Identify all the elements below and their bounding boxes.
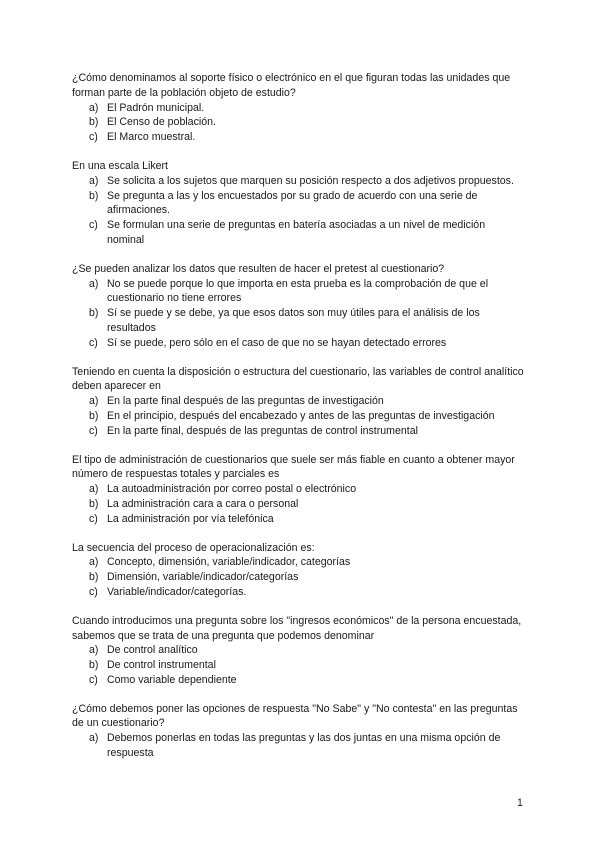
option-text: Variable/indicador/categorías. — [107, 585, 247, 598]
option-list — [72, 174, 524, 248]
option-text: Concepto, dimensión, variable/indicador, categorías — [107, 556, 351, 569]
option-text: Se pregunta a las y los encuestados por su grado de acuerdo con una serie de afirmaciones. — [107, 189, 478, 217]
option-list — [72, 643, 524, 687]
option-text: Debemos ponerlas en todas las preguntas y las dos juntas en una misma opción de respuesta — [107, 732, 501, 760]
question-text: ¿Cómo debemos poner las opciones de respuesta "No Sabe" y "No contesta" en las preguntas de un cuestionario? — [72, 702, 518, 730]
option-item — [72, 174, 524, 189]
option-letter: c) — [89, 512, 98, 525]
option-item — [72, 306, 524, 336]
option-list — [72, 277, 524, 351]
option-letter: a) — [89, 277, 99, 290]
option-text: Como variable dependiente — [107, 673, 237, 686]
question-7 — [72, 614, 524, 688]
option-text: La autoadministración por correo postal o electrónico — [107, 483, 357, 496]
option-item — [72, 658, 524, 673]
option-text: De control instrumental — [107, 659, 216, 672]
option-text: La administración por vía telefónica — [107, 512, 274, 525]
option-item — [72, 336, 524, 351]
option-letter: a) — [89, 395, 99, 408]
option-text: El Marco muestral. — [107, 131, 196, 144]
question-text: ¿Se pueden analizar los datos que resulten de hacer el pretest al cuestionario? — [72, 262, 445, 275]
option-letter: c) — [89, 673, 98, 686]
option-text: El Padrón municipal. — [107, 101, 205, 114]
option-item — [72, 130, 524, 145]
option-item — [72, 482, 524, 497]
question-8 — [72, 702, 524, 761]
question-1 — [72, 71, 524, 145]
option-item — [72, 218, 524, 248]
option-letter: a) — [89, 483, 99, 496]
option-letter: a) — [89, 174, 99, 187]
question-4 — [72, 365, 524, 439]
option-item — [72, 409, 524, 424]
question-6 — [72, 541, 524, 600]
question-text: Cuando introducimos una pregunta sobre los "ingresos económicos" de la persona encuestada, sabemos que se trata de una pregunta que podemos denominar — [72, 614, 522, 642]
option-text: Dimensión, variable/indicador/categorías — [107, 571, 299, 584]
option-letter: a) — [89, 644, 99, 657]
option-text: En el principio, después del encabezado y antes de las preguntas de investigación — [107, 409, 495, 422]
option-text: El Censo de población. — [107, 116, 216, 129]
option-item — [72, 424, 524, 439]
option-letter: b) — [89, 497, 99, 510]
option-item — [72, 115, 524, 130]
option-item — [72, 394, 524, 409]
option-text: Sí se puede, pero sólo en el caso de que no se hayan detectado errores — [107, 336, 447, 349]
page-number: 1 — [517, 797, 523, 809]
option-item — [72, 555, 524, 570]
question-text: La secuencia del proceso de operacionalización es: — [72, 541, 315, 554]
question-3 — [72, 262, 524, 351]
option-text: Se formulan una serie de preguntas en batería asociadas a un nivel de medición nominal — [107, 219, 486, 246]
option-letter: b) — [89, 571, 99, 584]
question-text: El tipo de administración de cuestionarios que suele ser más fiable en cuanto a obtener mayor número de respuestas totales y parciales es — [72, 453, 515, 481]
question-text: ¿Cómo denominamos al soporte físico o electrónico en el que figuran todas las unidades que forman parte de la población objeto de estudio? — [72, 72, 511, 99]
option-text: En la parte final después de las preguntas de investigación — [107, 395, 384, 408]
option-letter: b) — [89, 189, 99, 202]
option-item — [72, 643, 524, 658]
option-text: Se solicita a los sujetos que marquen su posición respecto a dos adjetivos propuestos. — [107, 174, 514, 187]
option-list — [72, 101, 524, 145]
option-list — [72, 555, 524, 599]
question-5 — [72, 453, 524, 527]
option-item — [72, 585, 524, 600]
option-letter: b) — [89, 116, 99, 129]
option-letter: c) — [89, 585, 98, 598]
option-item — [72, 497, 524, 512]
option-list — [72, 394, 524, 438]
option-letter: b) — [89, 307, 99, 320]
option-text: En la parte final, después de las preguntas de control instrumental — [107, 424, 418, 437]
question-text: Teniendo en cuenta la disposición o estructura del cuestionario, las variables de control analítico deben aparecer en — [72, 365, 524, 393]
option-item — [72, 570, 524, 585]
question-2 — [72, 159, 524, 248]
option-letter: a) — [89, 732, 99, 745]
option-item — [72, 189, 524, 219]
option-letter: c) — [89, 131, 98, 144]
option-letter: c) — [89, 219, 98, 232]
question-text: En una escala Likert — [72, 159, 168, 172]
document-page — [72, 71, 524, 775]
option-item — [72, 731, 524, 761]
option-text: La administración cara a cara o personal — [107, 497, 299, 510]
option-letter: b) — [89, 409, 99, 422]
option-list — [72, 482, 524, 526]
option-item — [72, 512, 524, 527]
option-letter: a) — [89, 556, 99, 569]
option-text: De control analítico — [107, 644, 198, 657]
option-item — [72, 101, 524, 116]
option-letter: a) — [89, 101, 99, 114]
option-list — [72, 731, 524, 761]
option-letter: c) — [89, 424, 98, 437]
option-text: No se puede porque lo que importa en esta prueba es la comprobación de que el cuestionario no tiene errores — [107, 277, 489, 305]
option-letter: c) — [89, 336, 98, 349]
option-text: Sí se puede y se debe, ya que esos datos son muy útiles para el análisis de los resultados — [107, 307, 480, 334]
option-item — [72, 673, 524, 688]
option-item — [72, 277, 524, 307]
option-letter: b) — [89, 659, 99, 672]
